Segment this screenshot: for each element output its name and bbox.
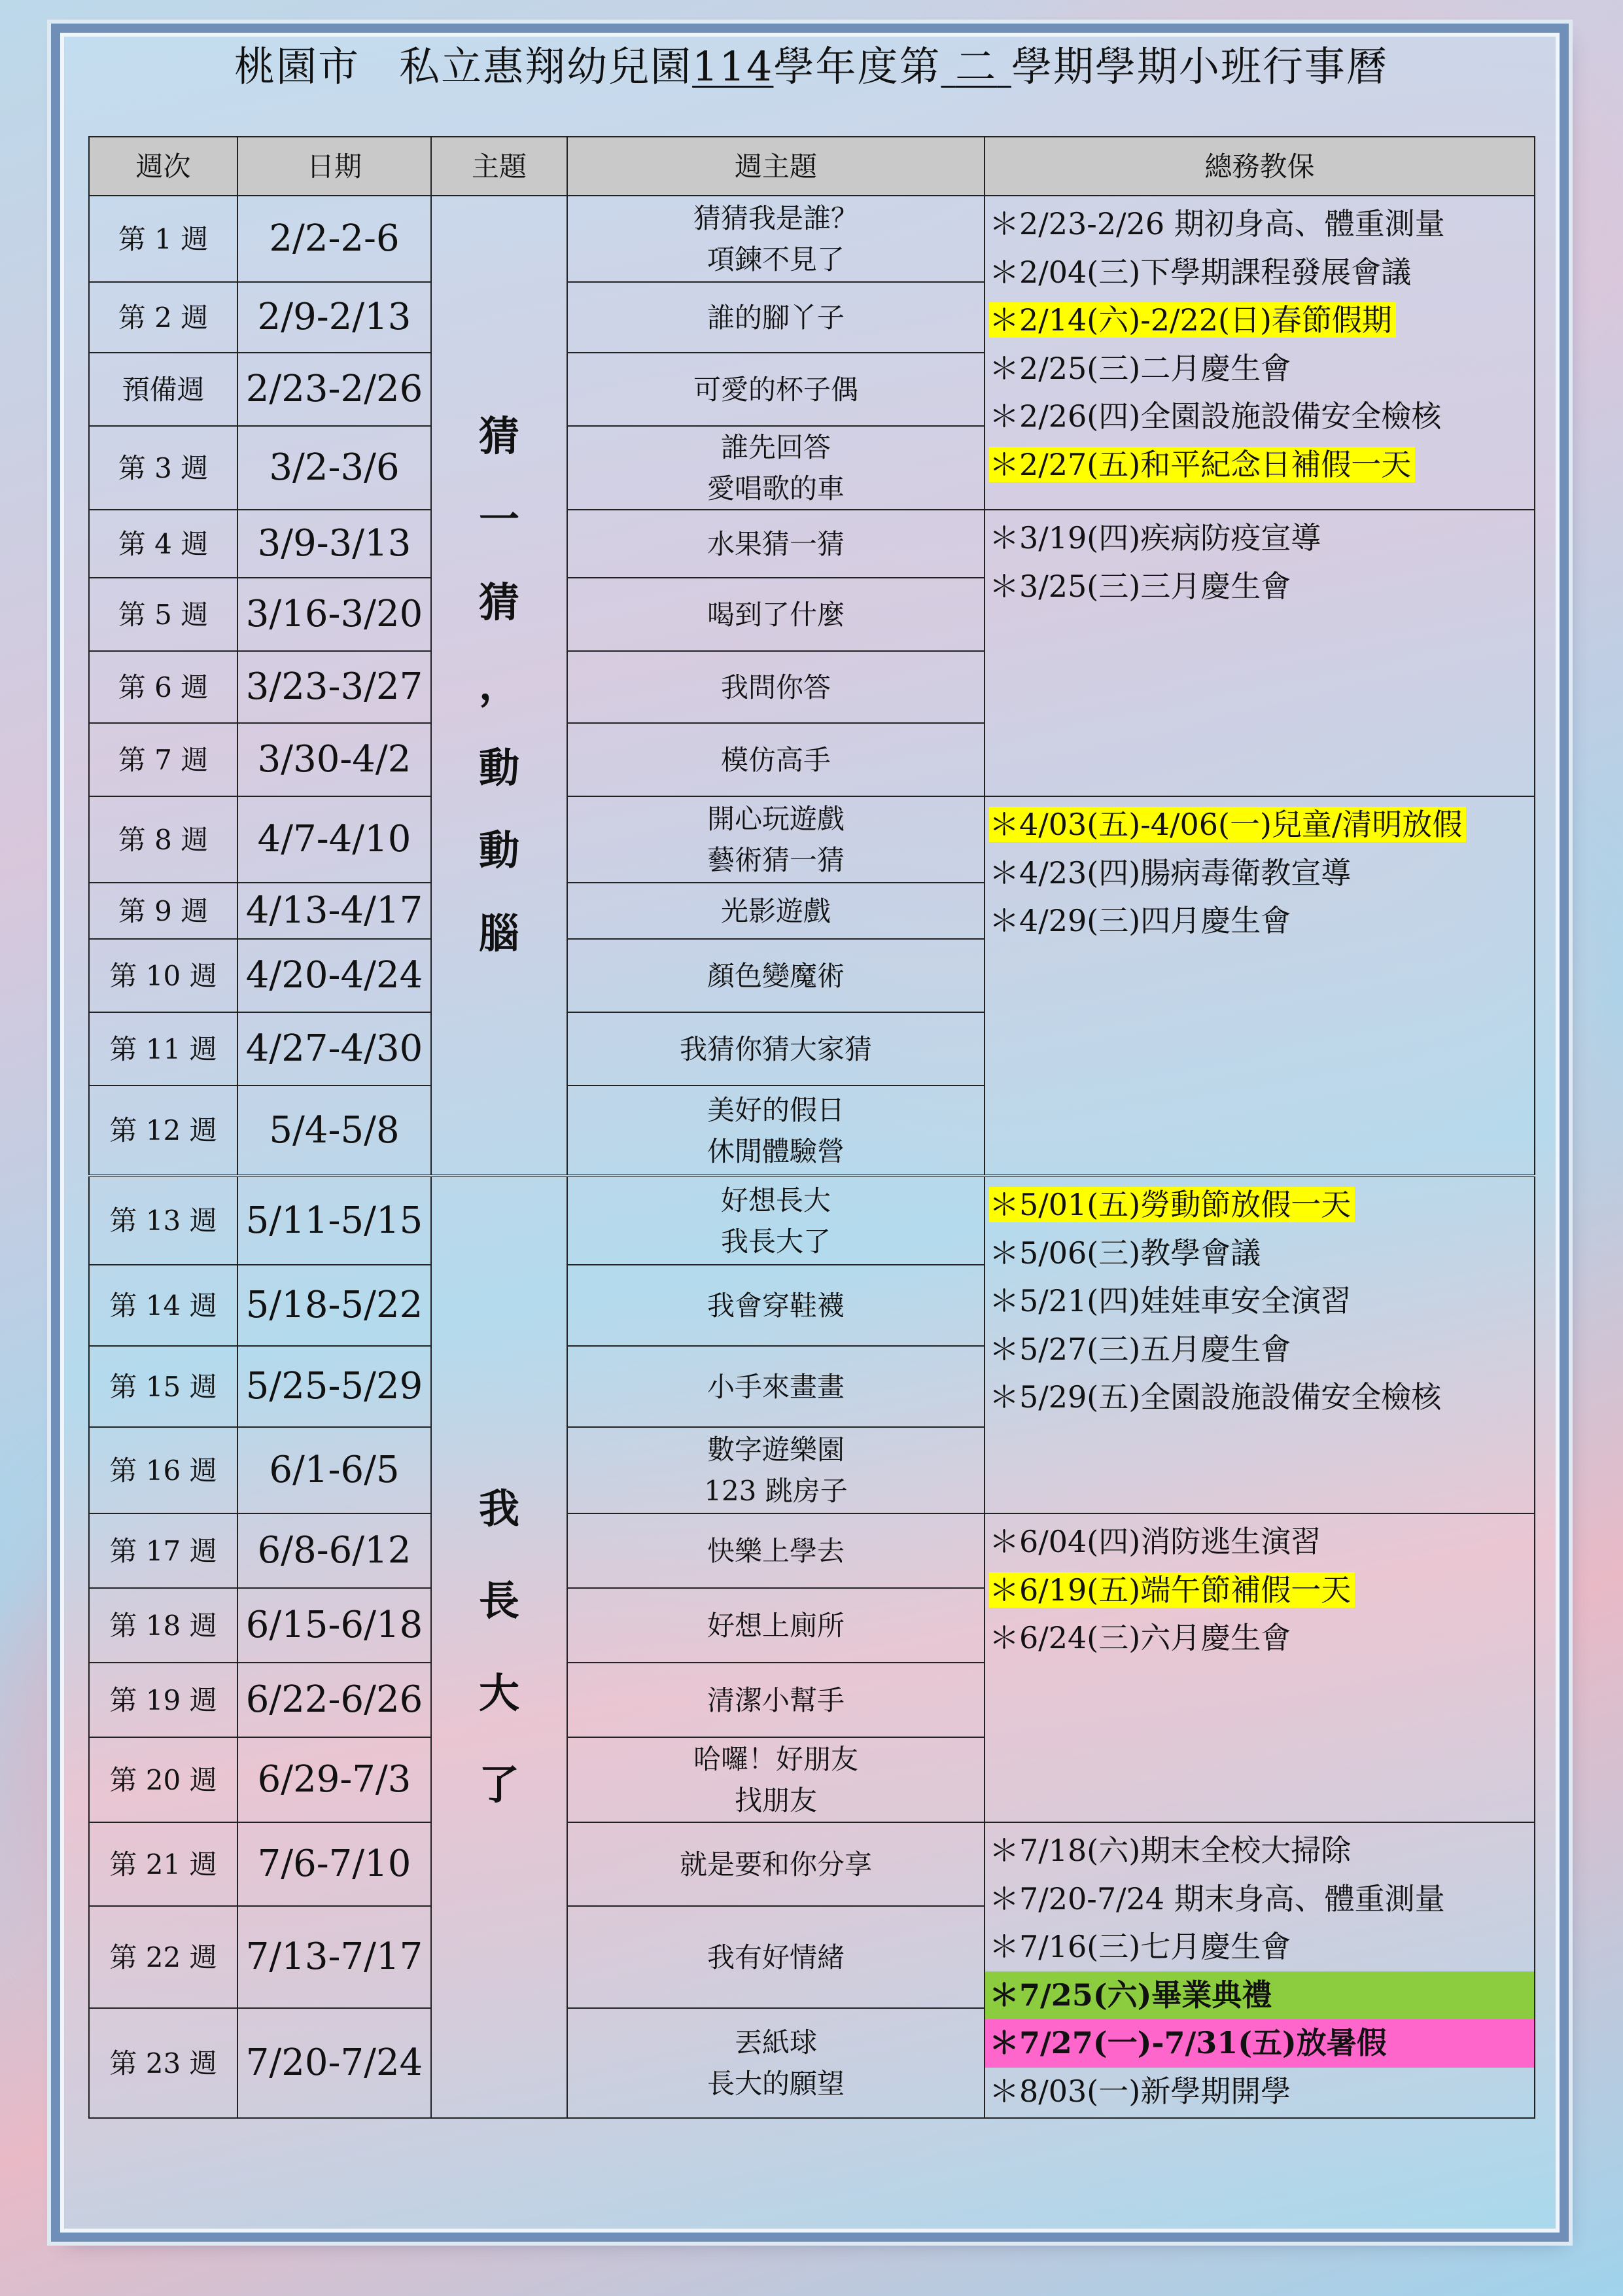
weekly-topic-cell xyxy=(567,1663,985,1737)
admin-notes-cell xyxy=(985,1176,1535,1513)
event-text: ＊2/27(五)和平紀念日補假一天 xyxy=(989,447,1415,482)
event-item xyxy=(985,2019,1534,2068)
week-cell: 第 8 週 xyxy=(89,796,237,883)
event-text: ＊5/01(五)勞動節放假一天 xyxy=(989,1187,1355,1222)
table-row xyxy=(89,510,1535,578)
event-text: ＊7/16(三)七月慶生會 xyxy=(989,1929,1291,1965)
week-cell: 預備週 xyxy=(89,353,237,426)
table-row xyxy=(89,1513,1535,1588)
topic-line: 快樂上學去 xyxy=(707,1534,845,1567)
weekly-topic-cell xyxy=(567,510,985,578)
event-text: ＊7/27(一)-7/31(五)放暑假 xyxy=(989,2025,1387,2061)
event-text: ＊5/06(三)教學會議 xyxy=(989,1235,1261,1271)
weekly-topic-cell xyxy=(567,723,985,796)
date-cell: 6/15-6/18 xyxy=(237,1588,431,1663)
topic-line: 猜猜我是誰？ xyxy=(693,202,858,234)
topic-line: 我有好情緒 xyxy=(707,1941,845,1973)
event-text: ＊7/18(六)期末全校大掃除 xyxy=(989,1833,1352,1868)
week-cell: 第 5 週 xyxy=(89,578,237,651)
admin-notes-cell xyxy=(985,796,1535,1176)
week-cell: 第 4 週 xyxy=(89,510,237,578)
event-item xyxy=(985,1971,1534,2020)
event-text: ＊6/24(三)六月慶生會 xyxy=(989,1620,1291,1656)
theme-char: 大 xyxy=(478,1669,519,1717)
event-text: ＊5/29(五)全園設施設備安全檢核 xyxy=(989,1379,1442,1415)
week-cell: 第 19 週 xyxy=(89,1663,237,1737)
topic-line: 休閒體驗營 xyxy=(707,1135,845,1167)
week-cell: 第 9 週 xyxy=(89,883,237,939)
title-year: 114 xyxy=(692,43,774,90)
calendar-table xyxy=(88,136,1535,2119)
date-cell: 5/25-5/29 xyxy=(237,1346,431,1427)
event-item xyxy=(989,441,1530,489)
header-date: 日期 xyxy=(237,137,431,196)
weekly-topic-cell xyxy=(567,196,985,282)
date-cell: 7/13-7/17 xyxy=(237,1906,431,2008)
week-cell: 第 21 週 xyxy=(89,1822,237,1906)
week-cell: 第 2 週 xyxy=(89,282,237,353)
weekly-topic-cell xyxy=(567,1588,985,1663)
date-cell: 2/2-2-6 xyxy=(237,196,431,282)
topic-line: 模仿高手 xyxy=(720,743,831,776)
topic-line: 好想長大 xyxy=(720,1184,831,1216)
event-text: ＊2/25(三)二月慶生會 xyxy=(989,350,1291,386)
table-row xyxy=(89,1822,1535,1906)
week-cell: 第 20 週 xyxy=(89,1737,237,1822)
topic-line: 光影遊戲 xyxy=(720,894,831,927)
title-mid: 學年度第 xyxy=(773,43,941,90)
event-item xyxy=(989,1373,1530,1422)
theme-char: 我 xyxy=(478,1485,519,1533)
header-weekly-topic: 週主題 xyxy=(567,137,985,196)
topic-line: 可愛的杯子偶 xyxy=(693,373,858,406)
weekly-topic-cell xyxy=(567,1086,985,1176)
topic-line: 清潔小幫手 xyxy=(707,1684,845,1716)
week-cell: 第 7 週 xyxy=(89,723,237,796)
week-cell: 第 12 週 xyxy=(89,1086,237,1176)
topic-line: 誰先回答 xyxy=(720,431,831,463)
topic-line: 誰的腳丫子 xyxy=(707,301,845,334)
date-cell: 6/1-6/5 xyxy=(237,1427,431,1513)
date-cell: 2/23-2/26 xyxy=(237,353,431,426)
week-cell: 第 14 週 xyxy=(89,1265,237,1346)
event-text: ＊2/14(六)-2/22(日)春節假期 xyxy=(989,302,1396,338)
week-cell: 第 6 週 xyxy=(89,651,237,723)
event-item xyxy=(989,296,1530,345)
weekly-topic-cell xyxy=(567,1737,985,1822)
date-cell: 3/16-3/20 xyxy=(237,578,431,651)
title-term: 二 xyxy=(955,43,998,90)
date-cell: 5/11-5/15 xyxy=(237,1176,431,1265)
date-cell: 3/30-4/2 xyxy=(237,723,431,796)
date-cell: 3/2-3/6 xyxy=(237,426,431,510)
date-cell: 5/4-5/8 xyxy=(237,1086,431,1176)
theme-char: 長 xyxy=(478,1576,519,1625)
topic-line: 開心玩遊戲 xyxy=(707,803,845,835)
week-cell: 第 17 週 xyxy=(89,1513,237,1588)
topic-line: 項鍊不見了 xyxy=(707,243,845,275)
table-row xyxy=(89,196,1535,282)
event-item xyxy=(989,200,1530,249)
date-cell: 3/23-3/27 xyxy=(237,651,431,723)
week-cell: 第 10 週 xyxy=(89,939,237,1012)
event-item xyxy=(989,1614,1530,1663)
admin-notes-cell xyxy=(985,1513,1535,1822)
topic-line: 我問你答 xyxy=(720,671,831,703)
event-item xyxy=(989,345,1530,393)
date-cell: 2/9-2/13 xyxy=(237,282,431,353)
date-cell: 4/20-4/24 xyxy=(237,939,431,1012)
week-cell: 第 18 週 xyxy=(89,1588,237,1663)
header-theme: 主題 xyxy=(431,137,567,196)
weekly-topic-cell xyxy=(567,353,985,426)
theme-char: 動 xyxy=(478,826,519,875)
week-cell: 第 22 週 xyxy=(89,1906,237,2008)
date-cell: 3/9-3/13 xyxy=(237,510,431,578)
date-cell: 7/20-7/24 xyxy=(237,2008,431,2118)
week-cell: 第 16 週 xyxy=(89,1427,237,1513)
date-cell: 5/18-5/22 xyxy=(237,1265,431,1346)
event-text: ＊6/04(四)消防逃生演習 xyxy=(989,1524,1321,1559)
event-text: ＊4/29(三)四月慶生會 xyxy=(989,903,1291,939)
date-cell: 6/22-6/26 xyxy=(237,1663,431,1737)
event-item xyxy=(989,249,1530,297)
theme-char: ， xyxy=(478,661,519,709)
event-text: ＊2/26(四)全園設施設備安全檢核 xyxy=(989,398,1442,434)
topic-line: 小手來畫畫 xyxy=(707,1370,845,1403)
weekly-topic-cell xyxy=(567,1012,985,1086)
theme-char: 動 xyxy=(478,743,519,792)
topic-line: 就是要和你分享 xyxy=(679,1848,872,1881)
weekly-topic-cell xyxy=(567,1176,985,1265)
admin-notes-cell xyxy=(985,196,1535,510)
event-text: ＊2/23-2/26 期初身高、體重測量 xyxy=(989,206,1445,241)
date-cell: 4/27-4/30 xyxy=(237,1012,431,1086)
event-item xyxy=(989,1277,1530,1326)
topic-line: 我猜你猜大家猜 xyxy=(679,1033,872,1065)
week-cell: 第 11 週 xyxy=(89,1012,237,1086)
topic-line: 美好的假日 xyxy=(707,1093,845,1126)
event-text: ＊6/19(五)端午節補假一天 xyxy=(989,1572,1355,1608)
date-cell: 4/7-4/10 xyxy=(237,796,431,883)
topic-line: 123 跳房子 xyxy=(704,1475,848,1507)
week-cell: 第 3 週 xyxy=(89,426,237,510)
weekly-topic-cell xyxy=(567,883,985,939)
title-school: 私立惠翔幼兒園 xyxy=(399,43,693,90)
header-week: 週次 xyxy=(89,137,237,196)
table-row xyxy=(89,796,1535,883)
event-text: ＊3/25(三)三月慶生會 xyxy=(989,568,1291,604)
event-item xyxy=(989,1326,1530,1374)
event-item xyxy=(989,393,1530,441)
date-cell: 7/6-7/10 xyxy=(237,1822,431,1906)
event-text: ＊3/19(四)疾病防疫宣導 xyxy=(989,520,1321,556)
event-item xyxy=(989,849,1530,898)
weekly-topic-cell xyxy=(567,796,985,883)
week-cell: 第 13 週 xyxy=(89,1176,237,1265)
theme-char: 猜 xyxy=(478,412,519,461)
event-text: ＊2/04(三)下學期課程發展會議 xyxy=(989,254,1412,290)
topic-line: 數字遊樂園 xyxy=(707,1434,845,1466)
topic-line: 愛唱歌的車 xyxy=(707,472,845,504)
event-item xyxy=(989,2068,1530,2116)
weekly-topic-cell xyxy=(567,1906,985,2008)
admin-notes-cell xyxy=(985,1822,1535,2118)
event-item xyxy=(989,1875,1530,1924)
date-cell: 6/29-7/3 xyxy=(237,1737,431,1822)
weekly-topic-cell xyxy=(567,1346,985,1427)
date-cell: 6/8-6/12 xyxy=(237,1513,431,1588)
weekly-topic-cell xyxy=(567,1427,985,1513)
weekly-topic-cell xyxy=(567,2008,985,2118)
event-item xyxy=(989,897,1530,945)
topic-line: 顏色變魔術 xyxy=(707,959,845,992)
event-item xyxy=(989,1923,1530,1971)
event-item xyxy=(989,1229,1530,1278)
weekly-topic-cell xyxy=(567,939,985,1012)
page-title xyxy=(0,34,1622,92)
topic-line: 丟紙球 xyxy=(734,2026,817,2058)
header-row xyxy=(89,137,1535,196)
event-text: ＊7/25(六)畢業典禮 xyxy=(989,1977,1272,2013)
event-text: ＊8/03(一)新學期開學 xyxy=(989,2073,1291,2109)
topic-line: 找朋友 xyxy=(734,1784,817,1816)
weekly-topic-cell xyxy=(567,1822,985,1906)
title-tail: 學期學期小班行事曆 xyxy=(1011,43,1388,90)
event-item xyxy=(989,563,1530,611)
date-cell: 4/13-4/17 xyxy=(237,883,431,939)
week-cell: 第 1 週 xyxy=(89,196,237,282)
weekly-topic-cell xyxy=(567,651,985,723)
topic-line: 長大的願望 xyxy=(707,2068,845,2100)
week-cell: 第 15 週 xyxy=(89,1346,237,1427)
event-item xyxy=(989,1518,1530,1566)
event-text: ＊4/23(四)腸病毒衛教宣導 xyxy=(989,855,1352,891)
event-text: ＊4/03(五)-4/06(一)兒童/清明放假 xyxy=(989,807,1466,842)
event-item xyxy=(989,1181,1530,1229)
event-text: ＊5/27(三)五月慶生會 xyxy=(989,1331,1291,1367)
weekly-topic-cell xyxy=(567,282,985,353)
theme-char: 了 xyxy=(478,1761,519,1809)
weekly-topic-cell xyxy=(567,426,985,510)
topic-line: 哈囉！好朋友 xyxy=(693,1743,858,1775)
topic-line: 我會穿鞋襪 xyxy=(707,1289,845,1322)
theme-cell-grow-up xyxy=(431,1176,567,2118)
theme-char: 一 xyxy=(478,495,519,544)
event-text: ＊7/20-7/24 期末身高、體重測量 xyxy=(989,1881,1445,1916)
admin-notes-cell xyxy=(985,510,1535,796)
weekly-topic-cell xyxy=(567,1513,985,1588)
week-cell: 第 23 週 xyxy=(89,2008,237,2118)
topic-line: 藝術猜一猜 xyxy=(707,844,845,876)
event-text: ＊5/21(四)娃娃車安全演習 xyxy=(989,1283,1352,1319)
theme-cell-guess xyxy=(431,196,567,1176)
topic-line: 喝到了什麼 xyxy=(707,598,845,631)
topic-line: 我長大了 xyxy=(720,1225,831,1258)
title-city: 桃園市 xyxy=(234,43,360,90)
event-item xyxy=(989,1566,1530,1615)
weekly-topic-cell xyxy=(567,578,985,651)
theme-char: 猜 xyxy=(478,578,519,626)
table-row xyxy=(89,1176,1535,1265)
event-item xyxy=(989,801,1530,849)
weekly-topic-cell xyxy=(567,1265,985,1346)
topic-line: 水果猜一猜 xyxy=(707,527,845,560)
event-item xyxy=(989,1827,1530,1875)
theme-char: 腦 xyxy=(478,909,519,957)
header-admin: 總務教保 xyxy=(985,137,1535,196)
topic-line: 好想上廁所 xyxy=(707,1609,845,1642)
event-item xyxy=(989,514,1530,563)
